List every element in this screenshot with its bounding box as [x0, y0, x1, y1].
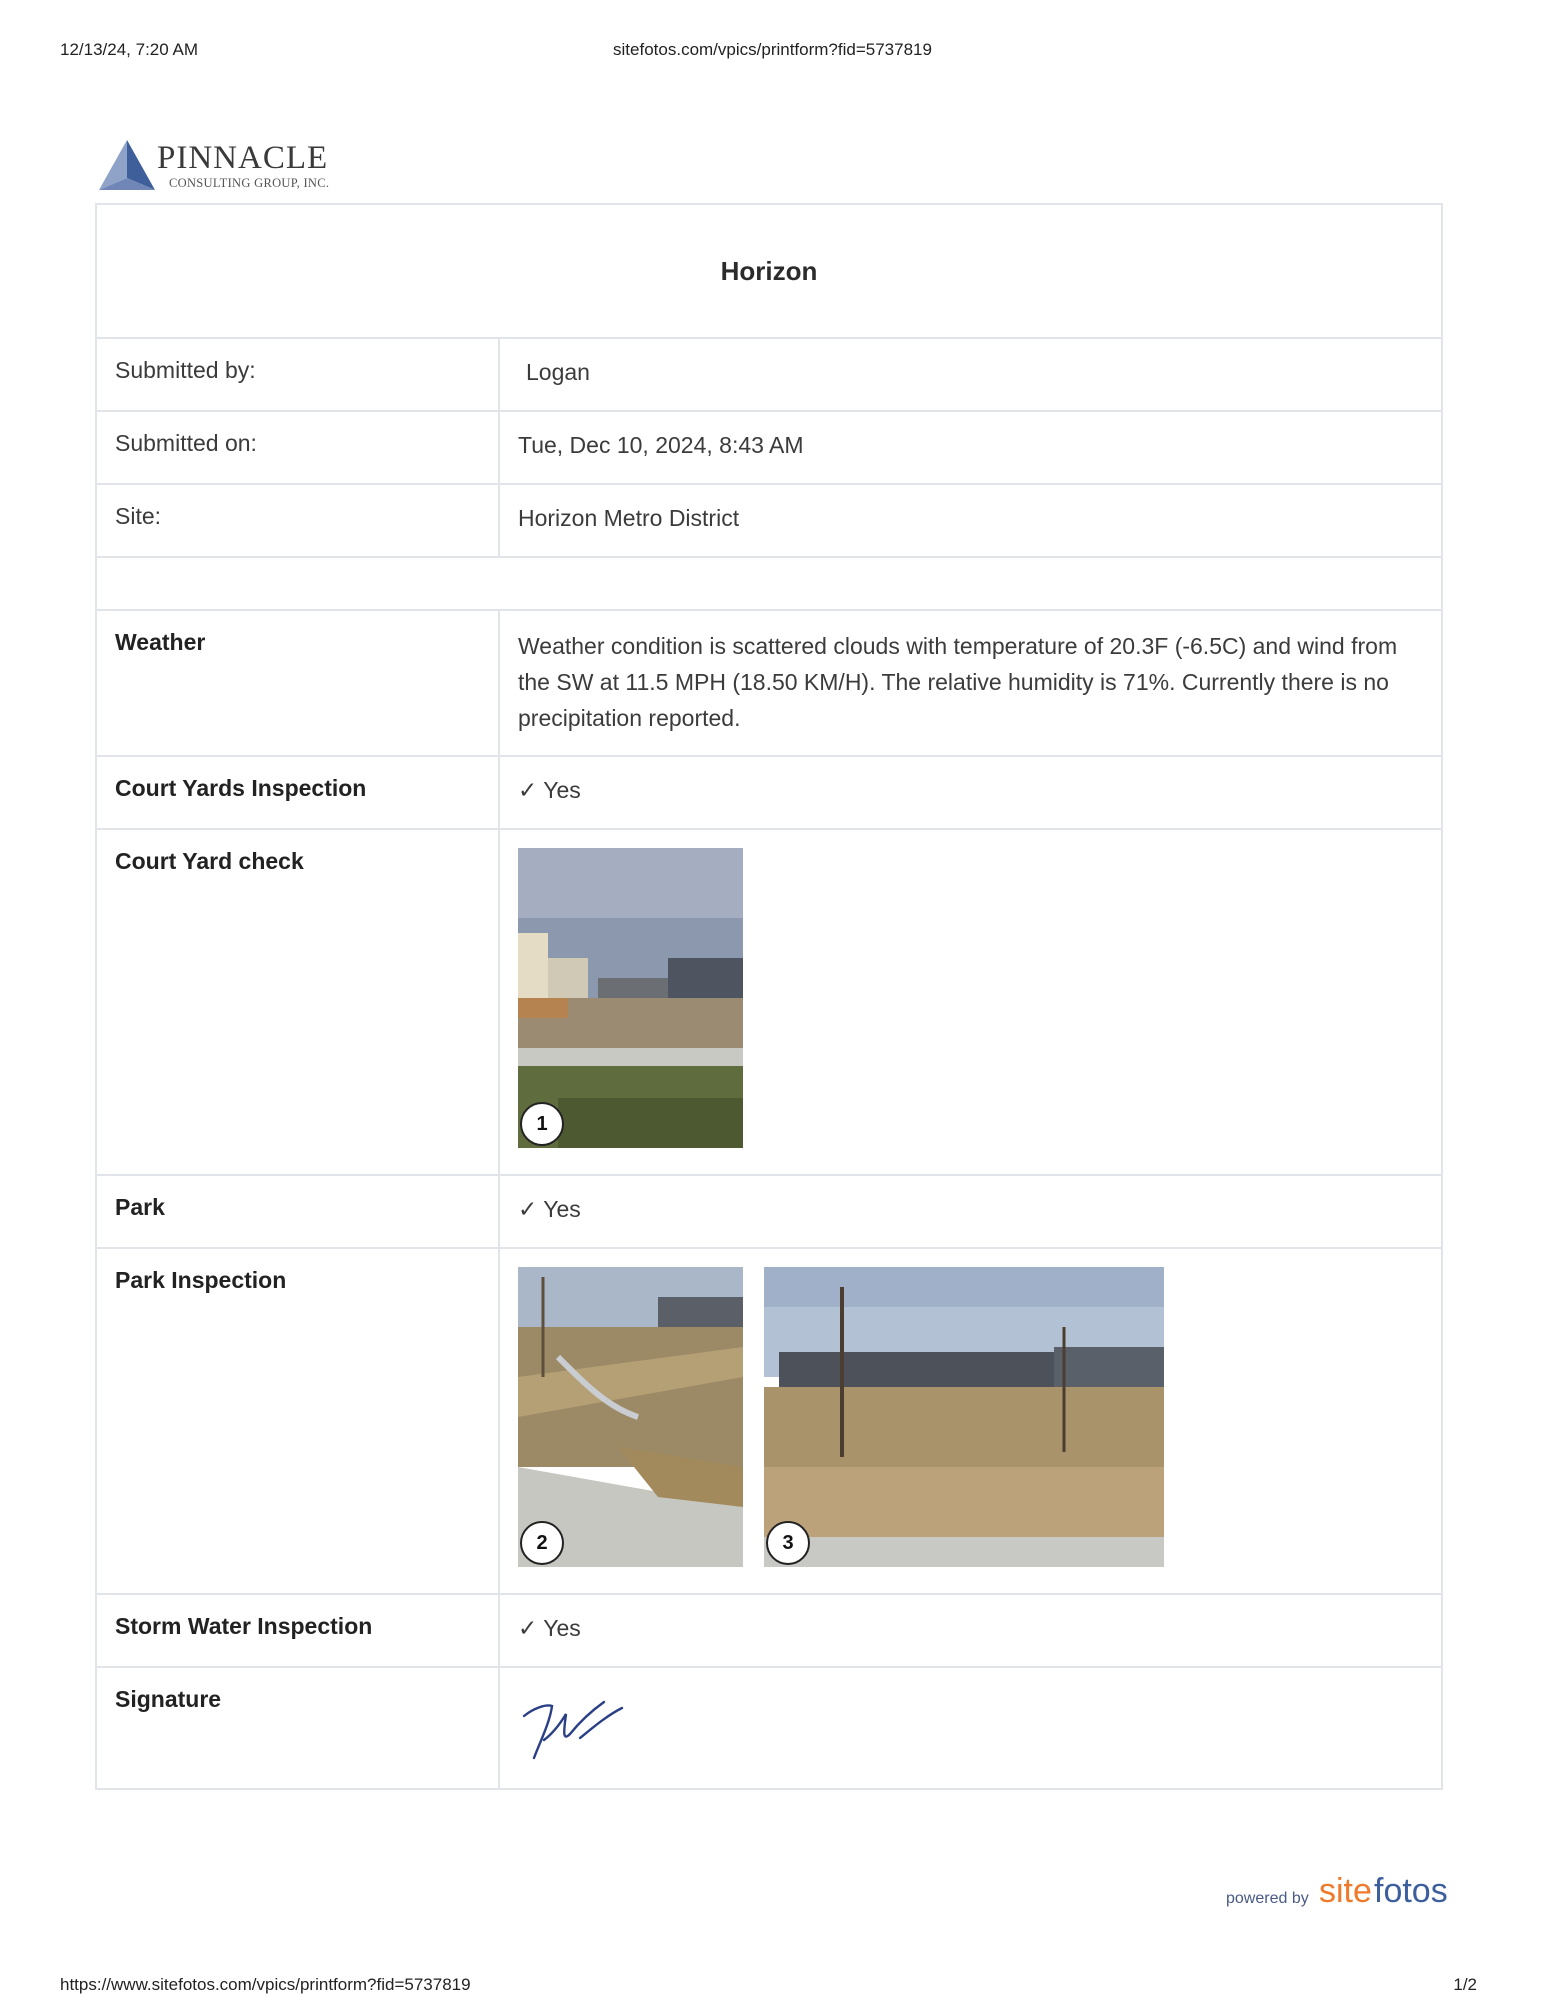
- court-yards-value: ✓ Yes: [518, 777, 581, 803]
- photo-thumbnail[interactable]: [518, 1267, 743, 1567]
- logo-name: PINNACLE: [157, 140, 329, 176]
- print-footer: [0, 1975, 1545, 1999]
- powered-by-badge: [1226, 1872, 1466, 1912]
- park-inspection-label: Park Inspection: [97, 1249, 500, 1593]
- storm-water-value: ✓ Yes: [518, 1615, 581, 1641]
- submitted-on-value: Tue, Dec 10, 2024, 8:43 AM: [518, 432, 804, 458]
- handwritten-signature-image: [520, 1694, 630, 1764]
- photo-thumbnail[interactable]: [764, 1267, 1164, 1567]
- photo-number-badge: 3: [766, 1521, 810, 1565]
- page-number: 1/2: [1453, 1975, 1477, 1994]
- courtyard-photo: [518, 848, 743, 1148]
- park-row: [97, 1176, 1441, 1249]
- pyramid-logo-icon: [97, 138, 157, 192]
- powered-by-brand-a: site: [1319, 1872, 1372, 1910]
- logo-subtitle: CONSULTING GROUP, INC.: [169, 176, 330, 190]
- storm-water-label: Storm Water Inspection: [97, 1595, 500, 1666]
- weather-label: Weather: [97, 611, 500, 755]
- print-datetime: 12/13/24, 7:20 AM: [60, 40, 198, 59]
- weather-row: [97, 611, 1441, 757]
- form-title-row: [97, 205, 1441, 339]
- signature-label: Signature: [97, 1668, 500, 1788]
- submitted-on-row: [97, 412, 1441, 485]
- powered-by-label: powered by: [1226, 1890, 1309, 1907]
- court-yard-photos: [500, 830, 1441, 1174]
- court-yards-row: [97, 757, 1441, 830]
- signature-value: [500, 1668, 1441, 1788]
- photo-number-badge: 1: [520, 1102, 564, 1146]
- print-url: sitefotos.com/vpics/printform?fid=5737819: [613, 40, 932, 59]
- photo-thumbnail[interactable]: [518, 848, 743, 1148]
- site-row: [97, 485, 1441, 558]
- weather-value: Weather condition is scattered clouds with temperature of 20.3F (-6.5C) and wind from the SW at 11.5 MPH (18.50 KM/H). The relative humidity is 71%. Currently there is no precipitation reported.: [518, 633, 1398, 731]
- site-value: Horizon Metro District: [518, 505, 740, 531]
- park-inspection-row: [97, 1249, 1441, 1595]
- powered-by-brand-b: fotos: [1374, 1872, 1448, 1910]
- signature-row: [97, 1668, 1441, 1788]
- court-yard-check-row: [97, 830, 1441, 1176]
- park-photo: [518, 1267, 743, 1567]
- park-photos: [500, 1249, 1441, 1593]
- park-value: ✓ Yes: [518, 1196, 581, 1222]
- pinnacle-logo: [97, 138, 337, 194]
- court-yard-check-label: Court Yard check: [97, 830, 500, 1174]
- submitted-on-label: Submitted on:: [97, 412, 500, 483]
- form-table: [95, 203, 1443, 1790]
- park-label: Park: [97, 1176, 500, 1247]
- submitted-by-label: Submitted by:: [97, 339, 500, 410]
- form-title: Horizon: [720, 255, 818, 286]
- storm-water-row: [97, 1595, 1441, 1668]
- court-yards-label: Court Yards Inspection: [97, 757, 500, 828]
- spacer-row: [97, 558, 1441, 611]
- site-label: Site:: [97, 485, 500, 556]
- submitted-by-row: [97, 339, 1441, 412]
- print-header: [0, 40, 1545, 64]
- park-photo: [764, 1267, 1164, 1567]
- footer-url: https://www.sitefotos.com/vpics/printform?fid=5737819: [60, 1975, 471, 1994]
- photo-number-badge: 2: [520, 1521, 564, 1565]
- submitted-by-value: Logan: [526, 359, 590, 385]
